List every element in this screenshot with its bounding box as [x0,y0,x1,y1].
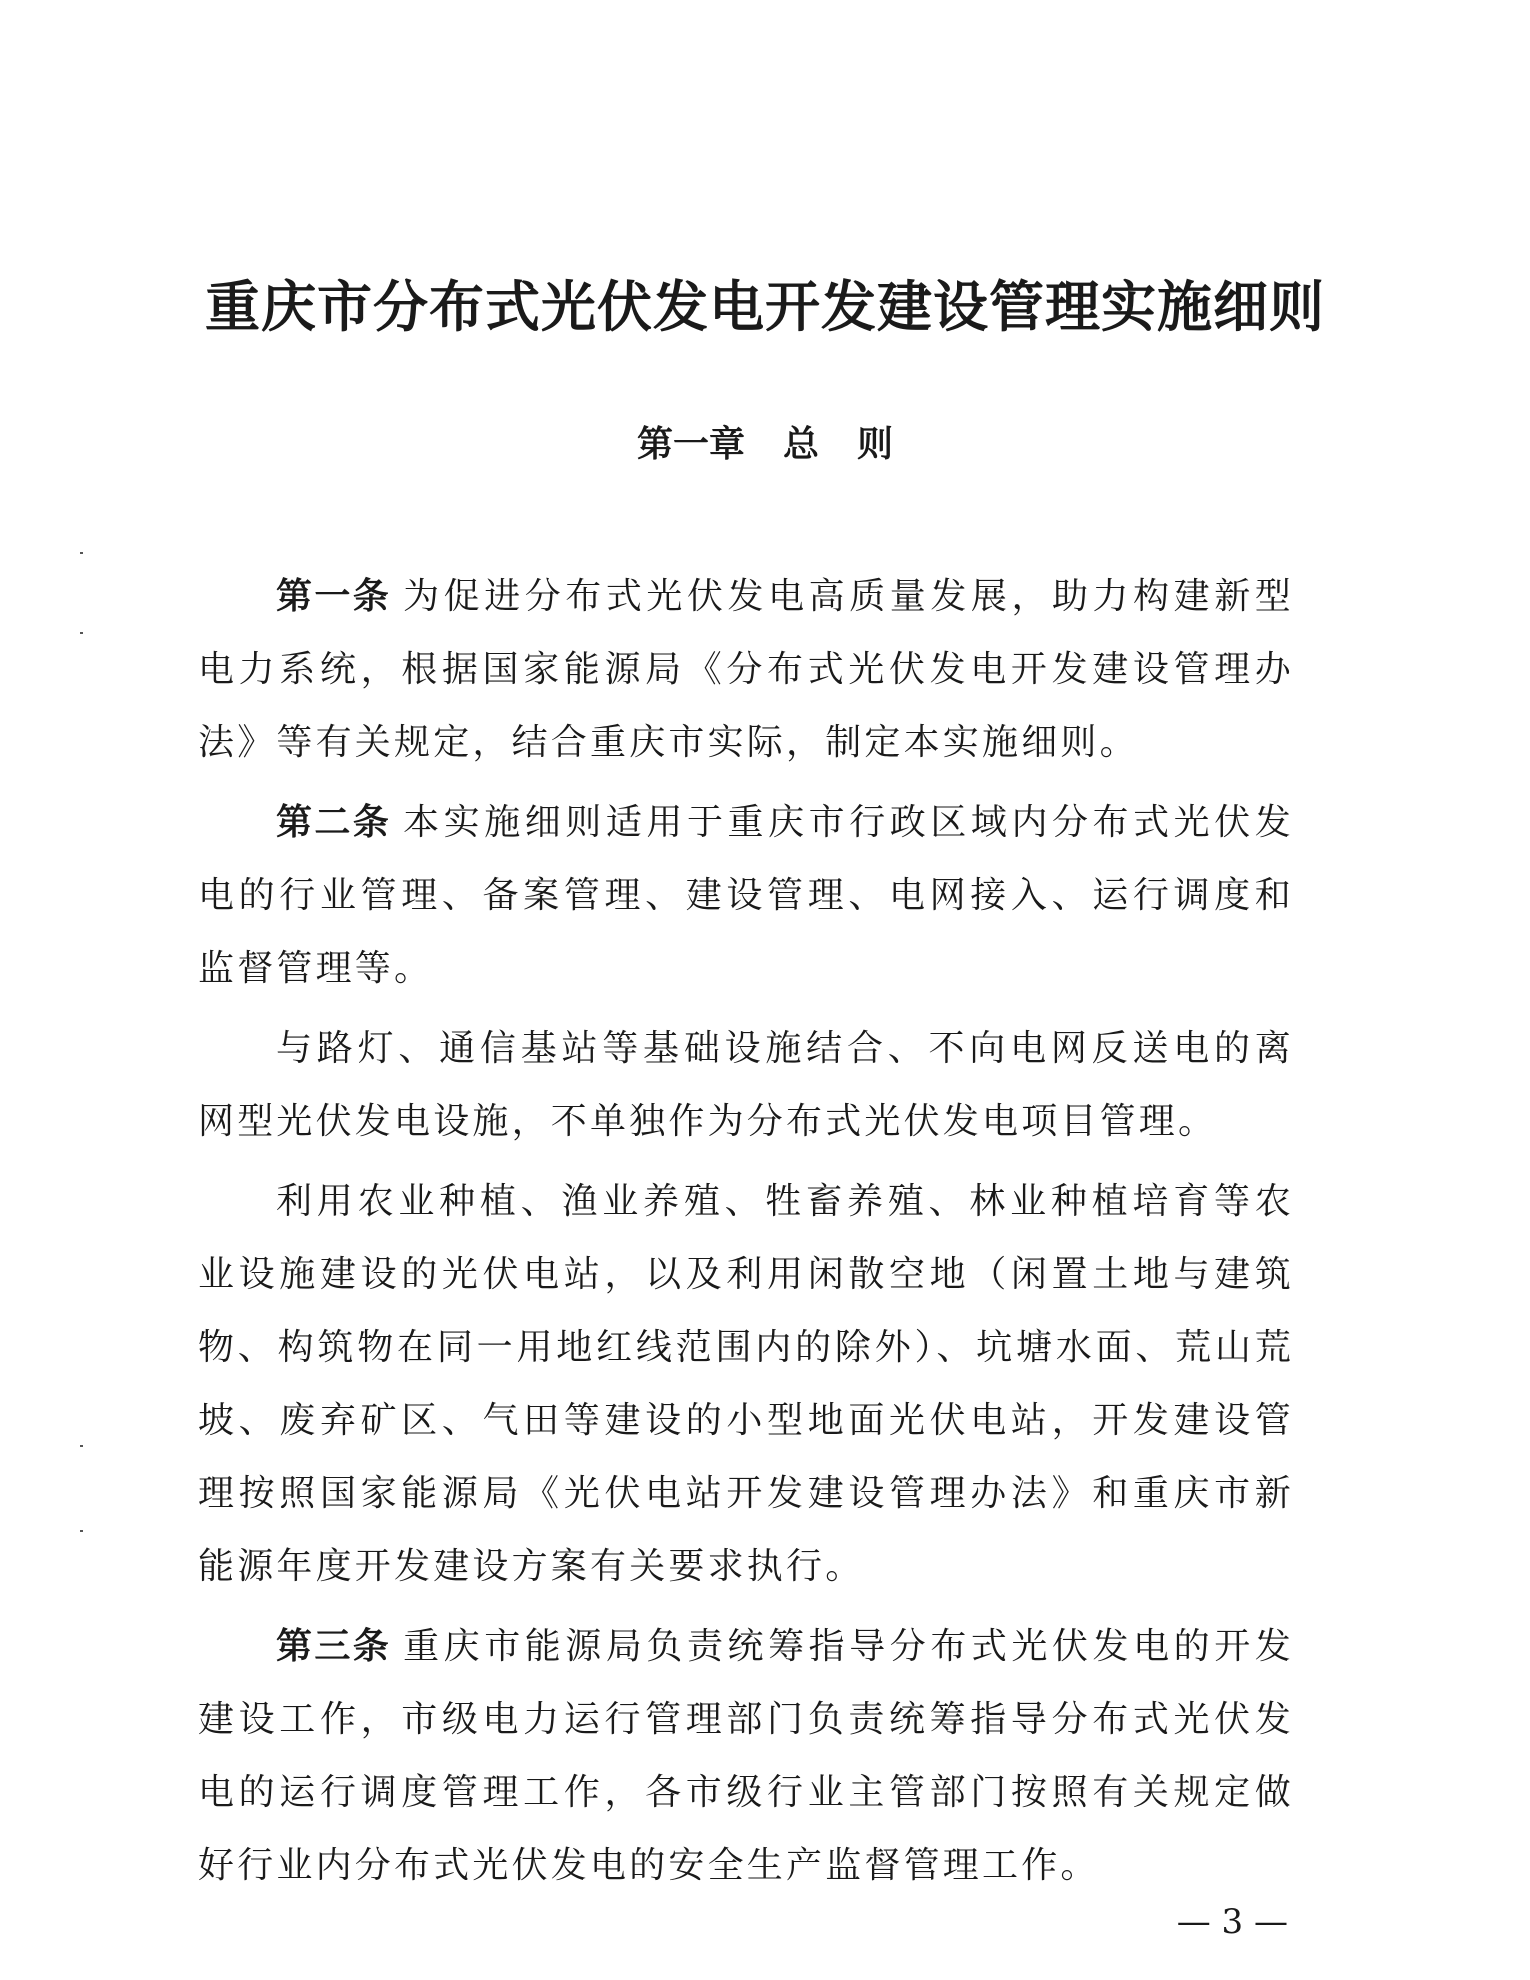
binding-hole-mark [80,552,83,554]
document-body [198,560,1294,1909]
binding-hole-mark [80,632,83,634]
chapter-name-char-1: 总 [782,424,819,465]
article-label: 第一条 [276,576,392,617]
page-number: — 3 — [1176,1902,1288,1942]
article-1-paragraph [198,560,1294,779]
document-title: 重庆市分布式光伏发电开发建设管理实施细则 [204,274,1325,339]
paragraph-text: 利用农业种植、渔业养殖、牲畜养殖、林业种植培育等农业设施建设的光伏电站，以及利用闲散空地（闲置土地与建筑物、构筑物在同一用地红线范围内的除外）、坑塘水面、荒山荒坡、废弃矿区、气田等建设的小型地面光伏电站，开发建设管理按照国家能源局《光伏电站开发建设管理办法》和重庆市新能源年度开发建设方案有关要求执行。 [198,1181,1294,1587]
binding-hole-mark [80,1530,83,1532]
article-label: 第三条 [276,1626,392,1667]
article-label: 第二条 [276,802,392,843]
article-2-paragraph [198,786,1294,1005]
article-2-clause-3 [198,1165,1294,1603]
chapter-name-char-2: 则 [857,424,894,465]
chapter-heading [0,420,1530,470]
paragraph-text: 重庆市能源局负责统筹指导分布式光伏发电的开发建设工作，市级电力运行管理部门负责统筹指导分布式光伏发电的运行调度管理工作，各市级行业主管部门按照有关规定做好行业内分布式光伏发电的安全生产监督管理工作。 [198,1626,1294,1886]
binding-hole-mark [80,1445,83,1447]
article-3-paragraph [198,1610,1294,1902]
paragraph-text: 为促进分布式光伏发电高质量发展，助力构建新型电力系统，根据国家能源局《分布式光伏发电开发建设管理办法》等有关规定，结合重庆市实际，制定本实施细则。 [198,576,1294,763]
paragraph-text: 本实施细则适用于重庆市行政区域内分布式光伏发电的行业管理、备案管理、建设管理、电网接入、运行调度和监督管理等。 [198,802,1294,989]
article-2-clause-2 [198,1012,1294,1158]
chapter-number: 第一章 [636,424,745,465]
paragraph-text: 与路灯、通信基站等基础设施结合、不向电网反送电的离网型光伏发电设施，不单独作为分布式光伏发电项目管理。 [198,1028,1294,1142]
